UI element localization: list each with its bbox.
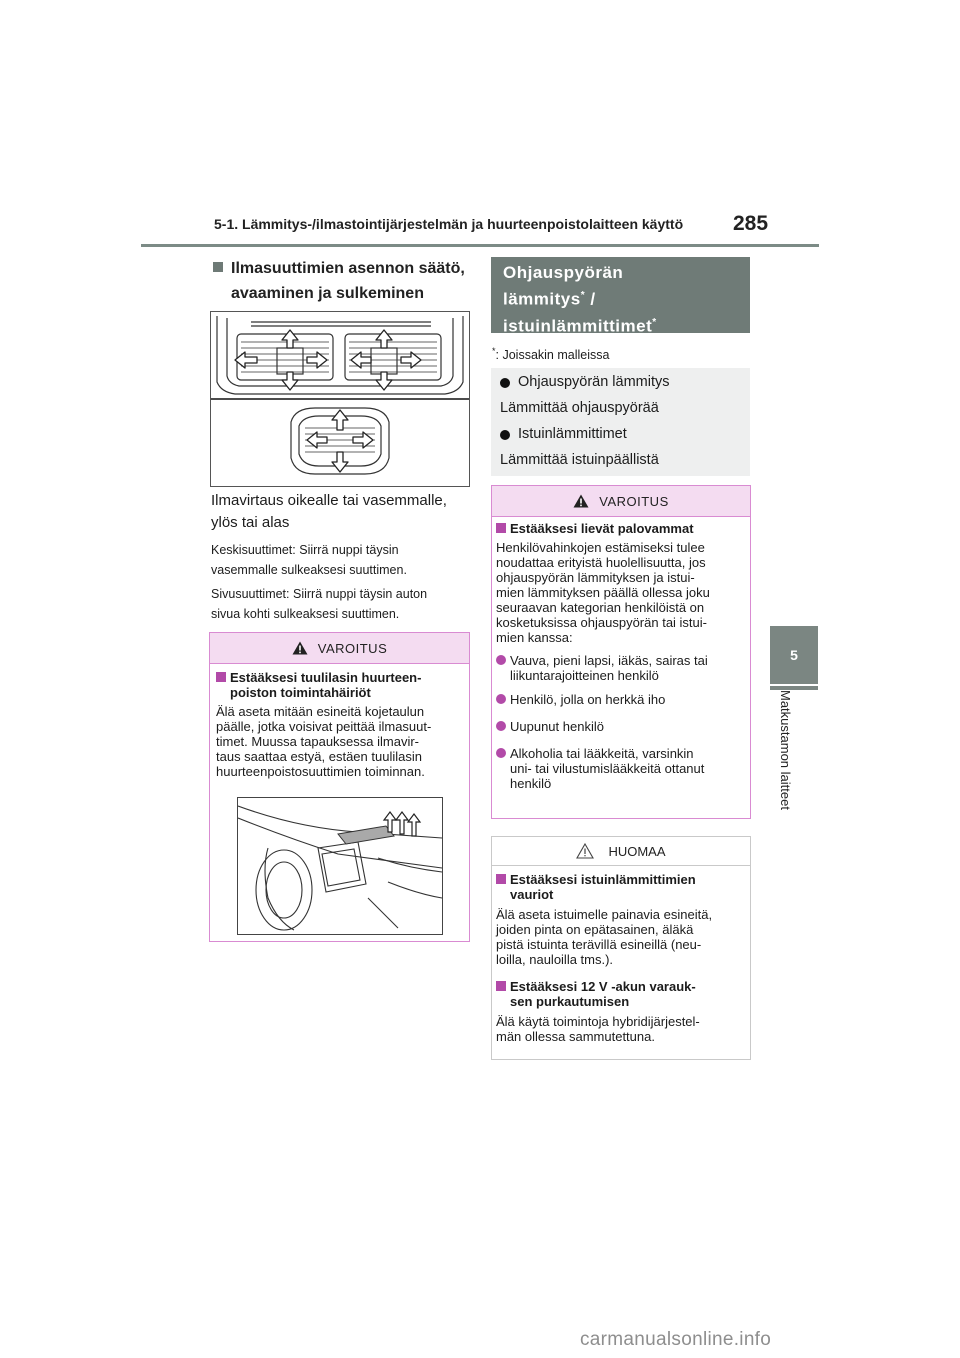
warning-bullet-2-text: Henkilö, jolla on herkkä iho xyxy=(510,692,666,707)
feature-desc-2: Lämmittää istuinpäällistä xyxy=(500,452,659,468)
notice-text-line: joiden pinta on epätasainen, äläkä xyxy=(496,922,694,937)
notice-text-line: män ollessa sammutettuna. xyxy=(496,1029,655,1044)
vent-illustration xyxy=(210,311,470,487)
left-warning-label: VAROITUS xyxy=(317,640,388,656)
section-title-asterisk: * xyxy=(652,316,657,328)
dashboard-illustration xyxy=(237,797,443,935)
notice-sub-2-line-1: Estääksesi 12 V -akun varauk- xyxy=(510,979,696,994)
vent-adjust-heading xyxy=(211,256,471,306)
right-warning-text-line: mien lämmityksen päällä ollessa joku xyxy=(496,585,710,600)
notice-label: HUOMAA xyxy=(608,843,666,859)
right-warning-text-line: ohjauspyörän lämmityksen ja istui- xyxy=(496,570,695,585)
dashboard-object-diagram xyxy=(238,798,442,934)
caution-triangle-icon xyxy=(576,843,594,859)
bullet-dot-icon xyxy=(496,694,506,704)
notice-text-line: Älä käytä toimintoja hybridijärjestel- xyxy=(496,1014,700,1029)
caption-line-2: ylös tai alas xyxy=(211,514,290,531)
header-rule xyxy=(141,244,819,247)
bullet-dot-icon xyxy=(500,378,510,388)
caption-line-1: Ilmavirtaus oikealle tai vasemmalle, xyxy=(211,492,447,509)
feature-desc-1: Lämmittää ohjauspyörää xyxy=(500,400,659,416)
section-title-asterisk: * xyxy=(580,290,586,301)
footnote-text: : Joissakin malleissa xyxy=(495,348,610,363)
side-vent-line-2: sivua kohti sulkeaksesi suuttimen. xyxy=(211,607,400,621)
warning-bullet-2 xyxy=(496,692,744,707)
left-warning-text xyxy=(216,704,463,779)
heater-section-title xyxy=(491,257,750,336)
right-warning-text-line: Henkilövahinkojen estämiseksi tulee xyxy=(496,540,705,555)
left-warning-text-line: Älä aseta mitään esineitä kojetaulun xyxy=(216,704,425,719)
subheading-square-icon xyxy=(496,874,506,884)
section-title-line-2: lämmitys xyxy=(503,289,581,309)
bullet-dot-icon xyxy=(496,721,506,731)
feature-item-1-label: Ohjauspyörän lämmitys xyxy=(518,374,670,390)
warning-bullet-3-text: Uupunut henkilö xyxy=(510,719,604,734)
notice-sub-1-line-1: Estääksesi istuinlämmittimien xyxy=(510,872,696,887)
bullet-dot-icon xyxy=(496,748,506,758)
notice-subheading-1 xyxy=(496,872,744,902)
bullet-dot-icon xyxy=(496,655,506,665)
warning-bullet-4-line-2: uni- tai vilustumislääkkeitä ottanut xyxy=(510,761,705,776)
section-title-slash: / xyxy=(585,289,596,309)
warning-bullet-3 xyxy=(496,719,744,734)
warning-triangle-icon xyxy=(573,494,589,508)
warning-bullet-4-line-3: henkilö xyxy=(510,776,552,791)
notice-sub-1-line-2: vauriot xyxy=(510,887,554,902)
feature-item-1 xyxy=(500,374,670,390)
right-warning-text-line: noudattaa erityistä huolellisuutta, jos xyxy=(496,555,706,570)
left-warning-subheading xyxy=(216,670,463,700)
section-title-line-1: Ohjauspyörän xyxy=(503,263,624,282)
left-warning-text-line: päälle, jotka voisivat peittää ilmasuut- xyxy=(216,719,432,734)
footnote-mark: * xyxy=(492,346,496,356)
right-warning-box xyxy=(491,485,751,819)
notice-text-line: loilla, nauloilla tms.). xyxy=(496,952,614,967)
center-vent-line-2: vasemmalle sulkeaksesi suuttimen. xyxy=(211,563,407,577)
notice-text-line: Älä aseta istuimelle painavia esineitä, xyxy=(496,907,713,922)
feature-list-box xyxy=(491,368,750,476)
right-warning-text-line: seuraavan kategorian henkilöistä on xyxy=(496,600,705,615)
notice-text-1 xyxy=(496,907,744,967)
right-warning-header xyxy=(492,486,750,517)
notice-text-line: pistä istuinta terävillä esineillä (neu- xyxy=(496,937,702,952)
warning-bullet-4 xyxy=(496,746,744,791)
subheading-square-icon xyxy=(496,523,506,533)
warning-bullet-1 xyxy=(496,653,744,683)
notice-sub-2-line-2: sen purkautumisen xyxy=(510,994,630,1009)
heading-line-2: avaaminen ja sulkeminen xyxy=(231,285,424,302)
right-warning-subheading xyxy=(496,521,744,536)
air-vent-diagram xyxy=(211,312,469,486)
page-number: 285 xyxy=(733,212,769,235)
notice-box xyxy=(491,836,751,1060)
chapter-label-text: Matkustamon laitteet xyxy=(778,690,793,810)
watermark[interactable]: carmanualsonline.info xyxy=(580,1329,772,1350)
left-warning-header xyxy=(210,633,469,664)
notice-text-2 xyxy=(496,1014,744,1044)
left-warning-text-line: timet. Muussa tapauksessa ilmavir- xyxy=(216,734,420,749)
subheading-square-icon xyxy=(496,981,506,991)
right-warning-text-line: mien kanssa: xyxy=(496,630,573,645)
right-warning-label: VAROITUS xyxy=(599,493,669,509)
heading-line-1: Ilmasuuttimien asennon säätö, xyxy=(231,260,465,277)
left-warning-text-line: taus saattaa estyä, estäen tuulilasin xyxy=(216,749,422,764)
side-vent-line-1: Sivusuuttimet: Siirrä nuppi täysin auton xyxy=(211,587,428,601)
subheading-square-icon xyxy=(216,672,226,682)
chapter-tab[interactable]: 5 xyxy=(770,626,818,684)
footnote xyxy=(492,346,609,362)
left-warning-sub-1: Estääksesi tuulilasin huurteen- xyxy=(230,670,422,685)
right-warning-text-line: kosketuksissa ohjauspyörän tai istui- xyxy=(496,615,707,630)
warning-bullet-1-line-1: Vauva, pieni lapsi, iäkäs, sairas tai xyxy=(510,653,708,668)
left-warning-sub-2: poiston toimintahäiriöt xyxy=(230,685,371,700)
feature-item-2 xyxy=(500,426,627,442)
notice-subheading-2 xyxy=(496,979,744,1009)
bullet-dot-icon xyxy=(500,430,510,440)
left-warning-text-line: huurteenpoistosuuttimien toiminnan. xyxy=(216,764,425,779)
heading-square-icon xyxy=(213,262,223,272)
notice-header xyxy=(492,837,750,866)
warning-triangle-icon xyxy=(292,641,308,655)
warning-bullet-4-line-1: Alkoholia tai lääkkeitä, varsinkin xyxy=(510,746,694,761)
left-warning-box xyxy=(209,632,470,942)
section-title-line-3: istuinlämmittimet xyxy=(503,316,653,336)
feature-item-2-label: Istuinlämmittimet xyxy=(518,426,627,442)
center-vent-line-1: Keskisuuttimet: Siirrä nuppi täysin xyxy=(211,543,399,557)
right-warning-text xyxy=(496,540,744,645)
right-warning-sub: Estääksesi lievät palovammat xyxy=(510,521,694,536)
running-header: 5-1. Lämmitys-/ilmastointijärjestelmän ja huurteenpoistolaitteen käyttö xyxy=(214,216,684,232)
warning-bullet-1-line-2: liikuntarajoitteinen henkilö xyxy=(510,668,659,683)
